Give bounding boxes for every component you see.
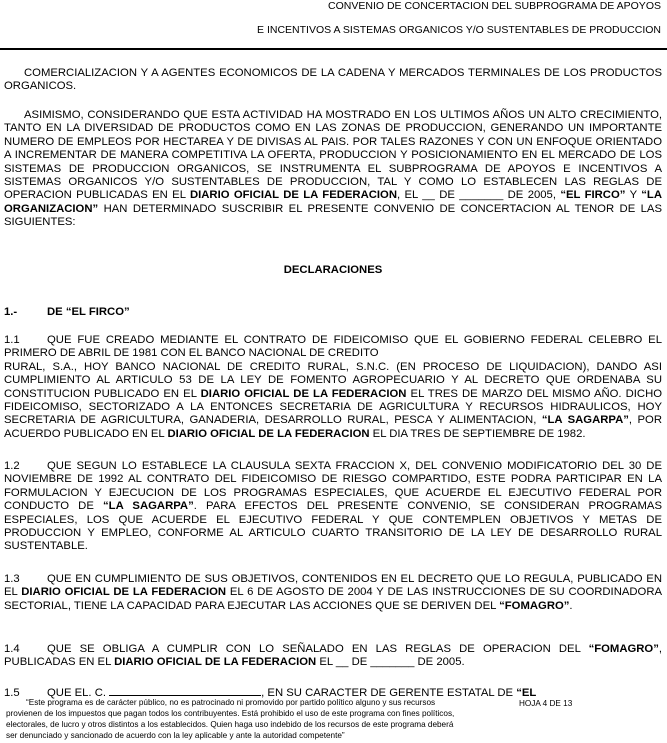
text: QUE SE OBLIGA A CUMPLIR CON LO SEÑALADO EN LAS REGLAS DE OPERACION DEL (47, 643, 581, 655)
clause-number: 1.2 (4, 460, 20, 472)
declaration-1-1 (4, 334, 662, 441)
section-1-heading (4, 306, 662, 319)
dof-reference: DIARIO OFICIAL DE LA FEDERACION (114, 656, 317, 669)
dof-reference: DIARIO OFICIAL DE LA FEDERACION (200, 387, 407, 400)
text: QUE FUE CREADO MEDIANTE EL CONTRATO DE FIDEICOMISO QUE EL GOBIERNO FEDERAL CELEBRO EL PRIMERO DE ABRIL DE 1981 CON EL BANCO NACIONAL DE CREDITO (4, 334, 662, 360)
footer-disclaimer-line1: “Este programa es de carácter público, no es patrocinado ni promovido por partido político alguno y sus recursos (26, 698, 436, 707)
footer-disclaimer-line4: ser denunciado y sancionado de acuerdo con la ley aplicable y ante la autoridad competente” (6, 731, 345, 740)
text: ASIMISMO, CONSIDERANDO QUE ESTA ACTIVIDAD HA MOSTRADO EN LOS ULTIMOS AÑOS UN ALTO CRECIMIENTO, TANTO EN LA DIVERSIDAD DE PRODUCTOS COMO EN LAS ZONAS DE PRODUCCION, GENERANDO UN IMPORTANTE NUMERO DE EMPLEOS POR HECTAREA Y DE DIVISAS AL PAIS. POR TALES RAZONES Y CON UN ENFOQUE ORIENTADO A INCREMENTAR DE MANERA COMPETITIVA LA OFERTA, PRODUCCION Y POSICIONAMIENTO EN EL MERCADO DE LOS SISTEMAS DE PRODUCCION ORGANICOS, SE INSTRUMENTA EL SUBPROGRAMA DE APOYOS E INCENTIVOS A SISTEMAS ORGANICOS Y/O SUSTENTABLES DE PRODUCCION, TAL Y COMO LO ESTABLECEN LAS REGLAS DE OPERACION PUBLICADAS EN EL (4, 109, 662, 202)
fomagro-term: “FOMAGRO” (499, 599, 570, 612)
text: EL TRES DE MARZO DEL MISMO AÑO. DICHO FIDEICOMISO, SECTORIZADO A LA ENTONCES SECRETARIA DE AGRICULTURA Y RECURSOS HIDRAULICOS, HOY SECRETARIA DE AGRICULTURA, GANADERIA, DESARROLLO RURAL, PESCA Y ALIMENTACION, (4, 387, 663, 427)
dof-reference: DIARIO OFICIAL DE LA FEDERACION (21, 586, 227, 599)
la-sagarpa-term: “LA SAGARPA” (103, 500, 194, 513)
text: RURAL, S.A., HOY BANCO NACIONAL DE CREDITO RURAL, S.N.C. (EN PROCESO DE LIQUIDACION), DANDO ASI CUMPLIMIENTO AL ARTICULO 53 DE LA LEY DE FOMENTO AGROPECUARIO Y AL DECRETO QUE ORDENABA SU CONSTITUCION PUBLICADO EN EL (4, 360, 662, 400)
text: . PARA EFECTOS DEL PRESENTE CONVENIO, SE CONSIDERAN PROGRAMAS ESPECIALES, LOS QUE ACUERDE EL EJECUTIVO FEDERAL Y QUE CONTEMPLEN OBJETIVOS Y METAS DE PRODUCCION Y EMPLEO, CONFORME AL ARTICULO CUARTO TRANSITORIO DE LA LEY DE DESARROLLO RURAL SUSTENTABLE. (4, 500, 662, 553)
section-title: DE “EL FIRCO” (47, 306, 130, 318)
el-firco-term: “EL FIRCO” (560, 189, 626, 202)
declaraciones-heading: DECLARACIONES (283, 264, 383, 276)
dof-reference: DIARIO OFICIAL DE LA FEDERACION (167, 427, 370, 440)
text: QUE EL. C. (47, 687, 107, 699)
el-firco-term: “EL (516, 687, 537, 699)
text: , POR ACUERDO PUBLICADO EN EL (4, 414, 662, 440)
text: . (569, 599, 573, 612)
clause-number: 1.5 (4, 687, 20, 699)
declaration-1-4 (4, 643, 662, 670)
text: EL __ DE _______ DE 2005. (319, 656, 465, 669)
text: Y (629, 189, 637, 202)
paragraph-comercializacion (4, 67, 662, 94)
name-blank-line (109, 685, 261, 696)
la-sagarpa-term: “LA SAGARPA” (541, 414, 629, 427)
paragraph-asimismo (4, 109, 662, 230)
header-title-line1: CONVENIO DE CONCERTACION DEL SUBPROGRAMA DE APOYOS (328, 0, 661, 12)
footer-disclaimer-line3: electorales, de lucro y otros distintos a los establecidos. Quien haga uso indebido de los recursos de este programa deberá (6, 720, 454, 729)
page-number: HOJA 4 DE 13 (519, 699, 573, 708)
paragraph-text: COMERCIALIZACION Y A AGENTES ECONOMICOS DE LA CADENA Y MERCADOS TERMINALES DE LOS PRODUCTOS ORGANICOS. (4, 67, 662, 93)
text: QUE SEGUN LO ESTABLECE LA CLAUSULA SEXTA FRACCION X, DEL CONVENIO MODIFICATORIO DEL 30 DE NOVIEMBRE DE 1992 AL CONTRATO DEL FIDEICOMISO DE RIESGO COMPARTIDO, ESTE PODRA PARTICIPAR EN LA FORMULACION Y EJECUCION DE LOS PROGRAMAS ESPECIALES, QUE ACUERDE EL EJECUTIVO FEDERAL POR CONDUCTO DE (4, 460, 662, 513)
clause-number: 1.3 (4, 573, 20, 585)
dof-reference: DIARIO OFICIAL DE LA FEDERACION (189, 189, 397, 202)
la-organizacion-term: “LA ORGANIZACION” (4, 189, 662, 215)
text: EL 6 DE AGOSTO DE 2004 Y DE LAS INSTRUCCIONES DE SU COORDINADORA SECTORIAL, TIENE LA CAPACIDAD PARA EJECUTAR LAS ACCIONES QUE SE DERIVEN DEL (4, 586, 663, 612)
declaration-1-3 (4, 573, 662, 613)
text: EL DIA TRES DE SEPTIEMBRE DE 1982. (372, 427, 586, 440)
text: QUE EN CUMPLIMIENTO DE SUS OBJETIVOS, CONTENIDOS EN EL DECRETO QUE LO REGULA, PUBLICADO EN EL (4, 573, 662, 599)
declaration-1-2 (4, 460, 662, 554)
header-title-line2: E INCENTIVOS A SISTEMAS ORGANICOS Y/O SUSTENTABLES DE PRODUCCION (257, 24, 661, 36)
text: , EL __ DE _______ DE 2005, (396, 189, 556, 202)
text: HAN DETERMINADO SUSCRIBIR EL PRESENTE CONVENIO DE CONCERTACION AL TENOR DE LAS SIGUIENTES: (4, 202, 662, 229)
footer-disclaimer-line2: provienen de los impuestos que pagan todos los contribuyentes. Está prohibido el uso de este programa con fines políticos, (6, 709, 455, 718)
text: , PUBLICADAS EN EL (4, 643, 663, 669)
text: , EN SU CARACTER DE GERENTE ESTATAL DE (261, 687, 514, 699)
clause-number: 1.1 (4, 334, 20, 346)
clause-number: 1.4 (4, 643, 20, 655)
section-number: 1.- (4, 306, 18, 318)
header-divider (0, 48, 667, 50)
fomagro-term: “FOMAGRO” (588, 643, 659, 655)
